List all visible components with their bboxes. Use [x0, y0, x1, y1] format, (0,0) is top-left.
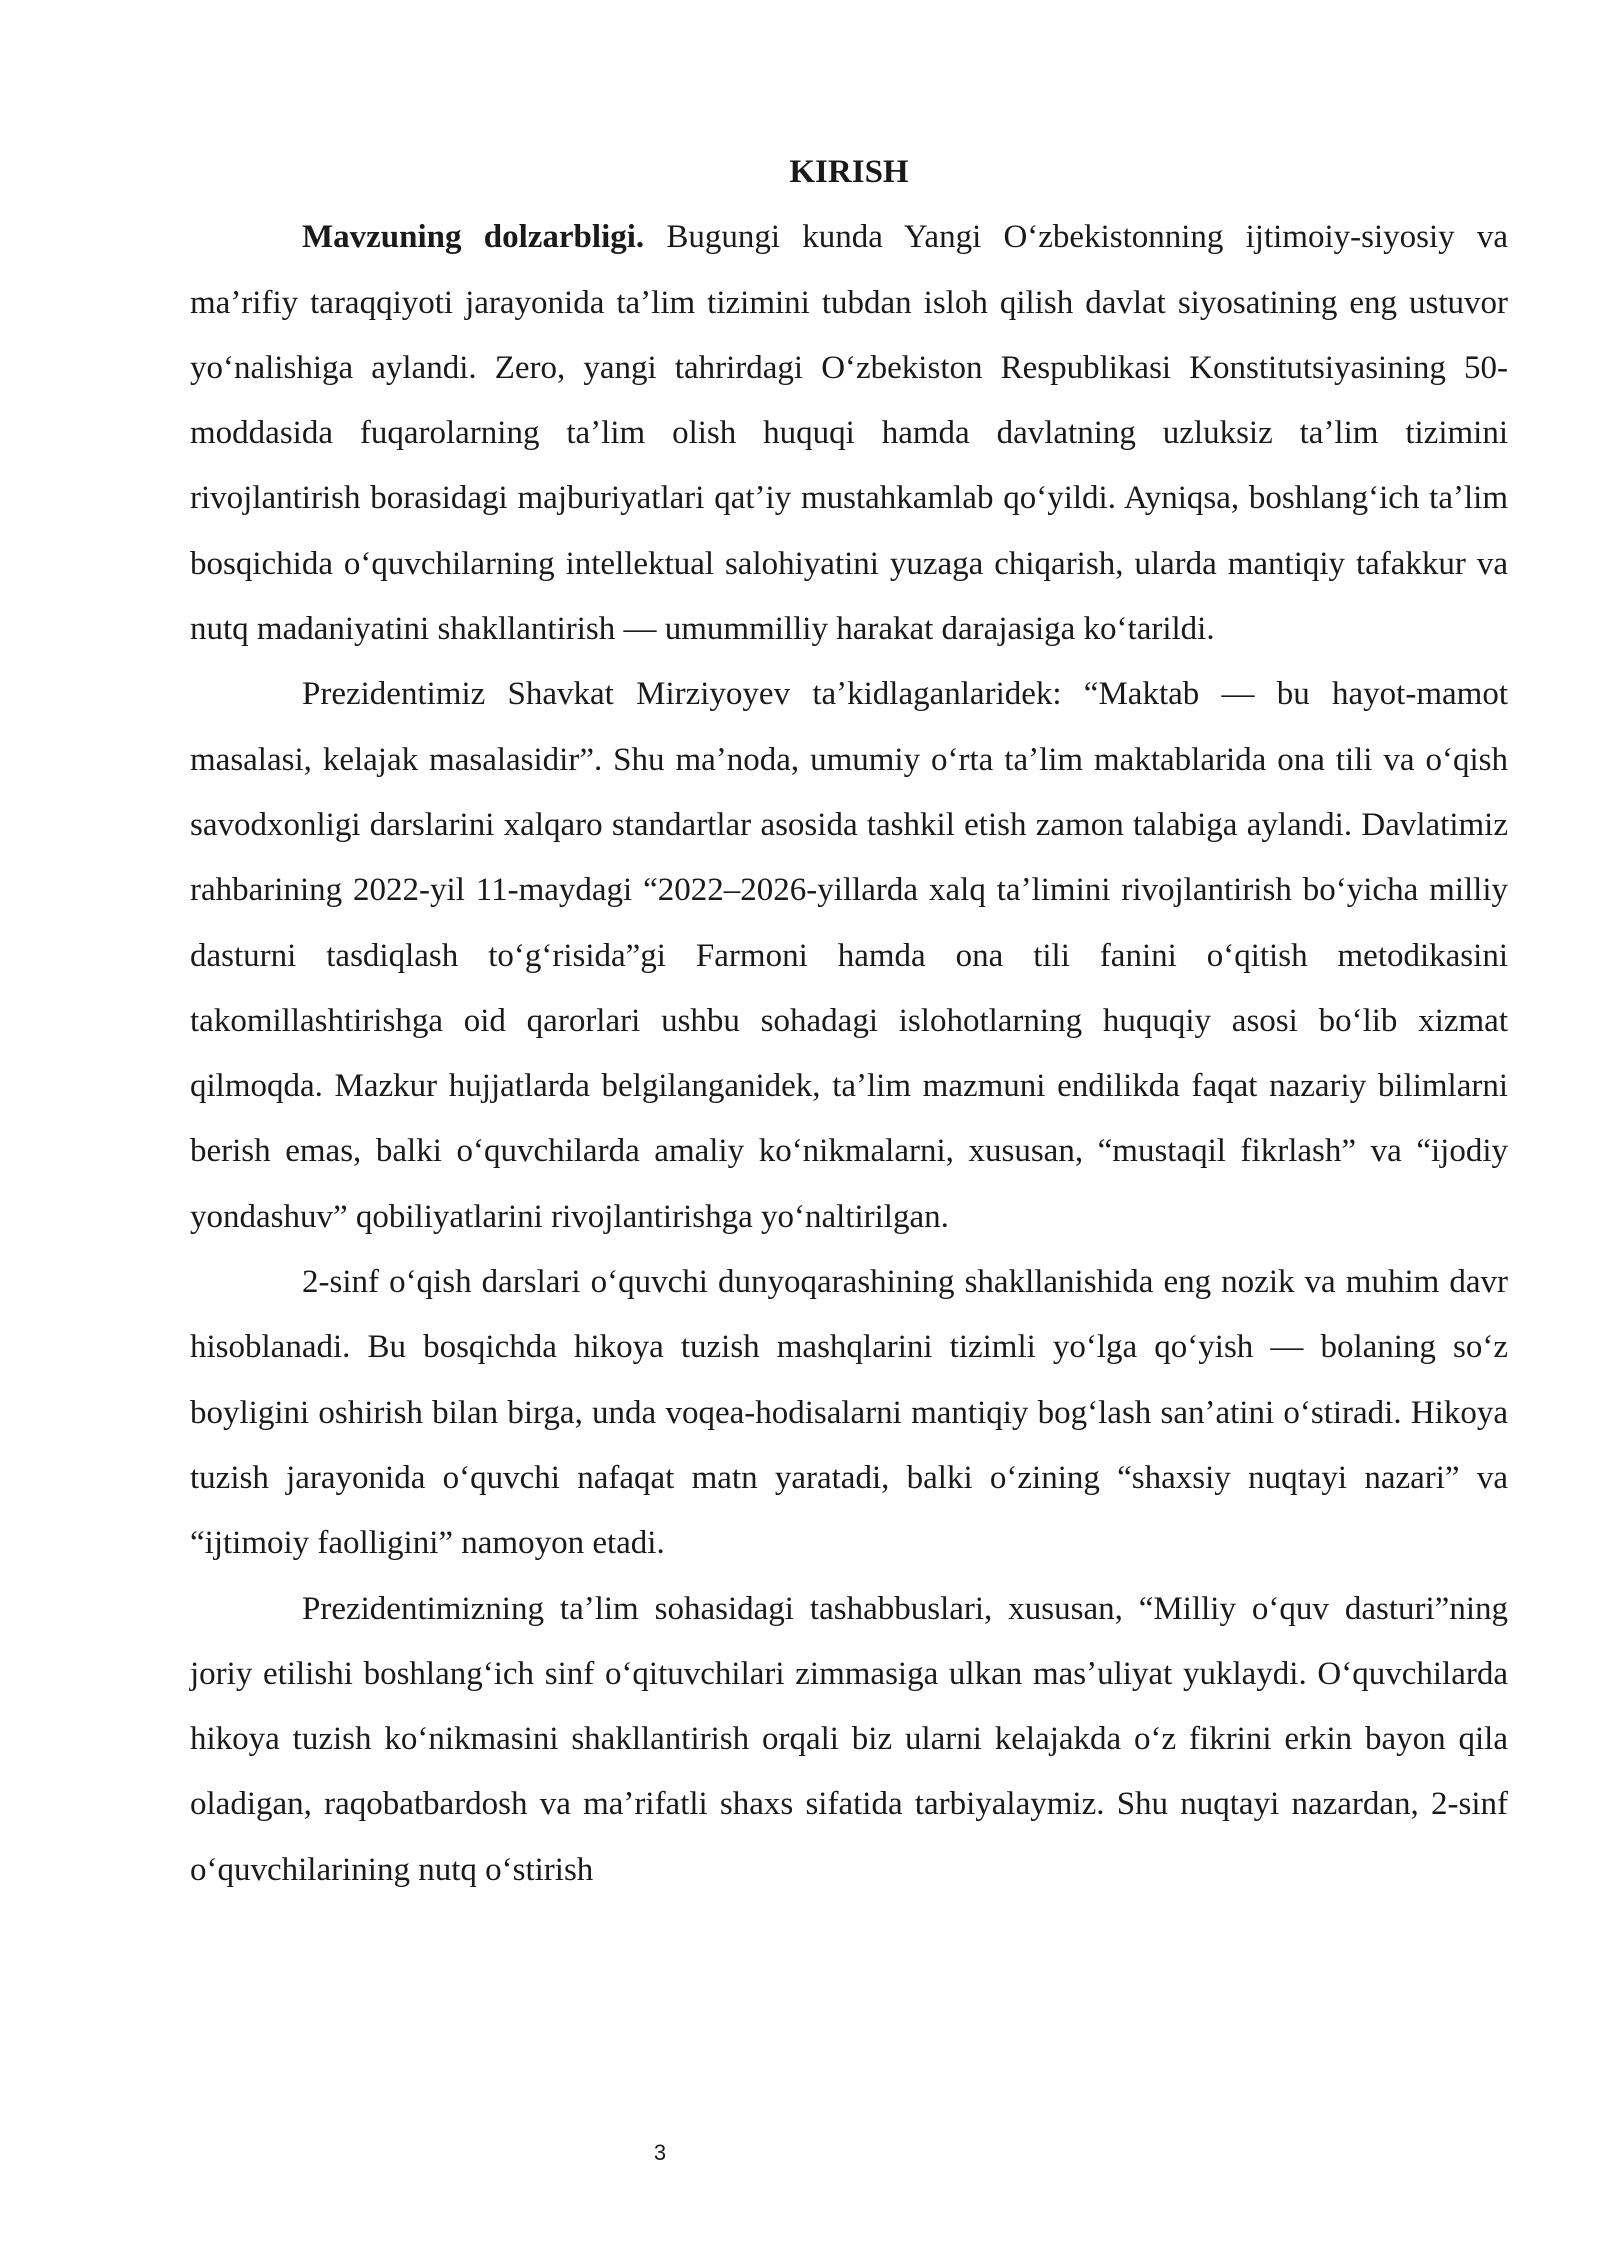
- paragraph-text: Prezidentimizning taʼlim sohasidagi tashabbuslari, xususan, “Milliy oʻquv dasturi”ning joriy etilishi boshlangʻich sinf oʻqituvchilari zimmasiga ulkan masʼuliyat yuklaydi. Oʻquvchilarda hikoya tuzish koʻnikmasini shakllantirish orqali biz ularni kelajakda oʻz fikrini erkin bayon qila oladigan, raqobatbardosh va maʼrifatli shaxs sifatida tarbiyalaymiz. Shu nuqtayi nazardan, 2-sinf oʻquvchilarining nutq oʻstirish: [190, 1590, 1508, 1888]
- paragraph-initiatives: [190, 1577, 1508, 1903]
- paragraph-text: Bugungi kunda Yangi Oʻzbekistonning ijtimoiy-siyosiy va maʼrifiy taraqqiyoti jarayonida taʼlim tizimini tubdan isloh qilish davlat siyosatining eng ustuvor yoʻnalishiga aylandi. Zero, yangi tahrirdagi Oʻzbekiston Respublikasi Konstitutsiyasining 50-moddasida fuqarolarning taʼlim olish huquqi hamda davlatning uzluksiz taʼlim tizimini rivojlantirish borasidagi majburiyatlari qatʼiy mustahkamlab qoʻyildi. Ayniqsa, boshlangʻich taʼlim bosqichida oʻquvchilarning intellektual salohiyatini yuzaga chiqarish, ularda mantiqiy tafakkur va nutq madaniyatini shakllantirish — umummilliy harakat darajasiga koʻtarildi.: [190, 219, 1509, 648]
- paragraph-text: 2-sinf oʻqish darslari oʻquvchi dunyoqarashining shakllanishida eng nozik va muhim davr hisoblanadi. Bu bosqichda hikoya tuzish mashqlarini tizimli yoʻlga qoʻyish — bolaning soʻz boyligini oshirish bilan birga, unda voqea-hodisalarni mantiqiy bogʻlash sanʼatini oʻstiradi. Hikoya tuzish jarayonida oʻquvchi nafaqat matn yaratadi, balki oʻzining “shaxsiy nuqtayi nazari” va “ijtimoiy faolligini” namoyon etadi.: [190, 1264, 1508, 1562]
- page-number: 3: [653, 2140, 667, 2165]
- section-title: KIRISH: [789, 154, 909, 190]
- paragraph-text: Prezidentimiz Shavkat Mirziyoyev taʼkidlaganlaridek: “Maktab — bu hayot-mamot masalasi, kelajak masalasidir”. Shu maʼnoda, umumiy oʻrta taʼlim maktablarida ona tili va oʻqish savodxonligi darslarini xalqaro standartlar asosida tashkil etish zamon talabiga aylandi. Davlatimiz rahbarining 2022-yil 11-maydagi “2022–2026-yillarda xalq taʼlimini rivojlantirish boʻyicha milliy dasturni tasdiqlash toʻgʻrisida”gi Farmoni hamda ona tili fanini oʻqitish metodikasini takomillashtirishga oid qarorlari ushbu sohadagi islohotlarning huquqiy asosi boʻlib xizmat qilmoqda. Mazkur hujjatlarda belgilanganidek, taʼlim mazmuni endilikda faqat nazariy bilimlarni berish emas, balki oʻquvchilarda amaliy koʻnikmalarni, xususan, “mustaqil fikrlash” va “ijodiy yondashuv” qobiliyatlarini rivojlantirishga yoʻnaltirilgan.: [190, 676, 1508, 1235]
- paragraph-relevance: [190, 205, 1508, 662]
- paragraph-president-quote: [190, 662, 1508, 1250]
- page-content: [190, 140, 1508, 1903]
- paragraph-second-grade: [190, 1250, 1508, 1576]
- paragraph-lead: Mavzuning dolzarbligi.: [302, 219, 645, 256]
